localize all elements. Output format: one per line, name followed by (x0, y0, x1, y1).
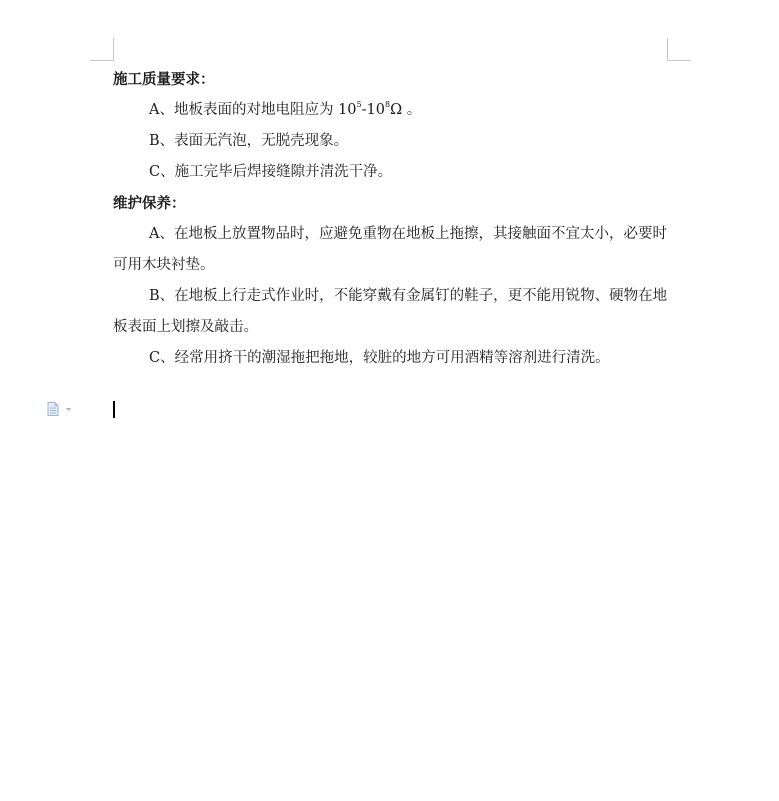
document-options-icon[interactable] (47, 402, 73, 416)
quality-a-exponent-2: 8 (384, 100, 391, 110)
quality-a-text-prefix: A、地板表面的对地电阻应为 10 (149, 102, 357, 118)
quality-a-text-suffix: Ω 。 (390, 102, 422, 118)
paragraph-quality-a (113, 95, 673, 126)
document-body[interactable] (113, 64, 673, 374)
paragraph-maintenance-b: B、在地板上行走式作业时，不能穿戴有金属钉的鞋子，更不能用锐物、硬物在地板表面上划擦及敲击。 (113, 288, 668, 335)
quality-a-text-mid: -10 (361, 102, 385, 118)
paragraph-maintenance-a: A、在地板上放置物品时，应避免重物在地板上拖擦，其接触面不宜太小，必要时可用木块衬垫。 (113, 226, 667, 273)
margin-corner-top-right (667, 38, 691, 61)
document-options-icon-graphic (47, 402, 73, 416)
paragraph-quality-c: C、施工完毕后焊接缝隙并清洗干净。 (149, 164, 393, 180)
margin-corner-top-left (90, 38, 114, 61)
section-heading-maintenance: 维护保养： (113, 195, 186, 212)
text-cursor (113, 401, 115, 418)
paragraph-maintenance-c: C、经常用挤干的潮湿拖把拖地，较脏的地方可用酒精等溶剂进行清洗。 (149, 350, 610, 366)
section-heading-quality: 施工质量要求： (113, 71, 215, 88)
quality-a-exponent-1: 5 (356, 100, 362, 110)
paragraph-quality-b: B、表面无汽泡，无脱壳现象。 (149, 133, 349, 149)
